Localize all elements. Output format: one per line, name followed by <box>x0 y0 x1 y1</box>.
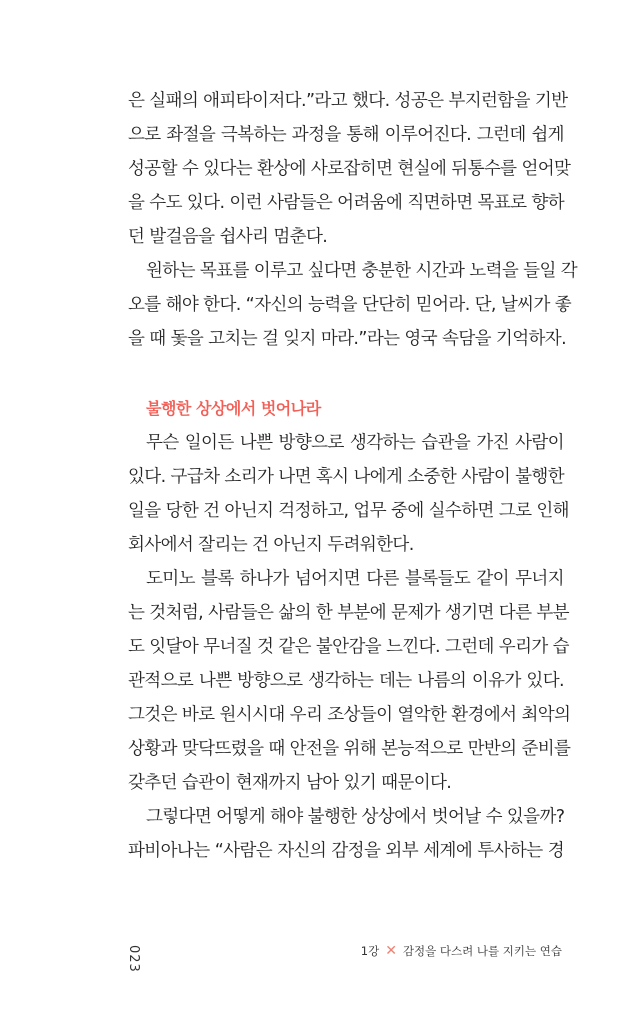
running-footer <box>361 943 562 959</box>
cross-separator-icon: ✕ <box>385 943 397 959</box>
text-line: 갖추던 습관이 현재까지 남아 있기 때문이다. <box>128 773 452 793</box>
text-line: 는 것처럼, 사람들은 삶의 한 부분에 문제가 생기면 다른 부분 <box>128 603 569 623</box>
text-line: 무슨 일이든 나쁜 방향으로 생각하는 습관을 가진 사람이 <box>146 433 564 453</box>
text-line: 을 때 돛을 고치는 걸 잊지 마라.”라는 영국 속담을 기억하자. <box>128 329 567 349</box>
section-heading: 불행한 상상에서 벗어나라 <box>146 399 321 418</box>
text-line: 은 실패의 애피타이저다.”라고 했다. 성공은 부지런함을 기반 <box>128 91 568 111</box>
page-number: 023 <box>126 945 141 973</box>
text-line: 회사에서 잘리는 건 아닌지 두려워한다. <box>128 535 414 555</box>
text-line: 을 수도 있다. 이런 사람들은 어려움에 직면하면 목표로 향하 <box>128 193 564 213</box>
text-line: 성공할 수 있다는 환상에 사로잡히면 현실에 뒤통수를 얻어맞 <box>128 159 571 179</box>
text-line: 있다. 구급차 소리가 나면 혹시 나에게 소중한 사람이 불행한 <box>128 467 564 487</box>
text-line: 으로 좌절을 극복하는 과정을 통해 이루어진다. 그런데 쉽게 <box>128 125 564 145</box>
text-line: 오를 해야 한다. “자신의 능력을 단단히 믿어라. 단, 날씨가 좋 <box>128 295 572 315</box>
text-line: 도 잇달아 무너질 것 같은 불안감을 느낀다. 그런데 우리가 습 <box>128 637 569 657</box>
text-line: 일을 당한 건 아닌지 걱정하고, 업무 중에 실수하면 그로 인해 <box>128 501 569 521</box>
text-line: 그렇다면 어떻게 해야 불행한 상상에서 벗어날 수 있을까? <box>146 807 565 827</box>
chapter-number: 1강 <box>360 944 380 958</box>
chapter-title: 감정을 다스려 나를 지키는 연습 <box>402 944 562 958</box>
text-line: 도미노 블록 하나가 넘어지면 다른 블록들도 같이 무너지 <box>146 569 564 589</box>
text-line: 파비아나는 “사람은 자신의 감정을 외부 세계에 투사하는 경 <box>128 841 564 861</box>
text-line: 관적으로 나쁜 방향으로 생각하는 데는 나름의 이유가 있다. <box>128 671 564 691</box>
text-line: 그것은 바로 원시시대 우리 조상들이 열악한 환경에서 최악의 <box>128 705 571 725</box>
text-line: 원하는 목표를 이루고 싶다면 충분한 시간과 노력을 들일 각 <box>146 261 578 281</box>
text-line: 던 발걸음을 쉽사리 멈춘다. <box>128 227 328 247</box>
body-text <box>128 84 578 868</box>
text-line: 상황과 맞닥뜨렸을 때 안전을 위해 본능적으로 만반의 준비를 <box>128 739 571 759</box>
